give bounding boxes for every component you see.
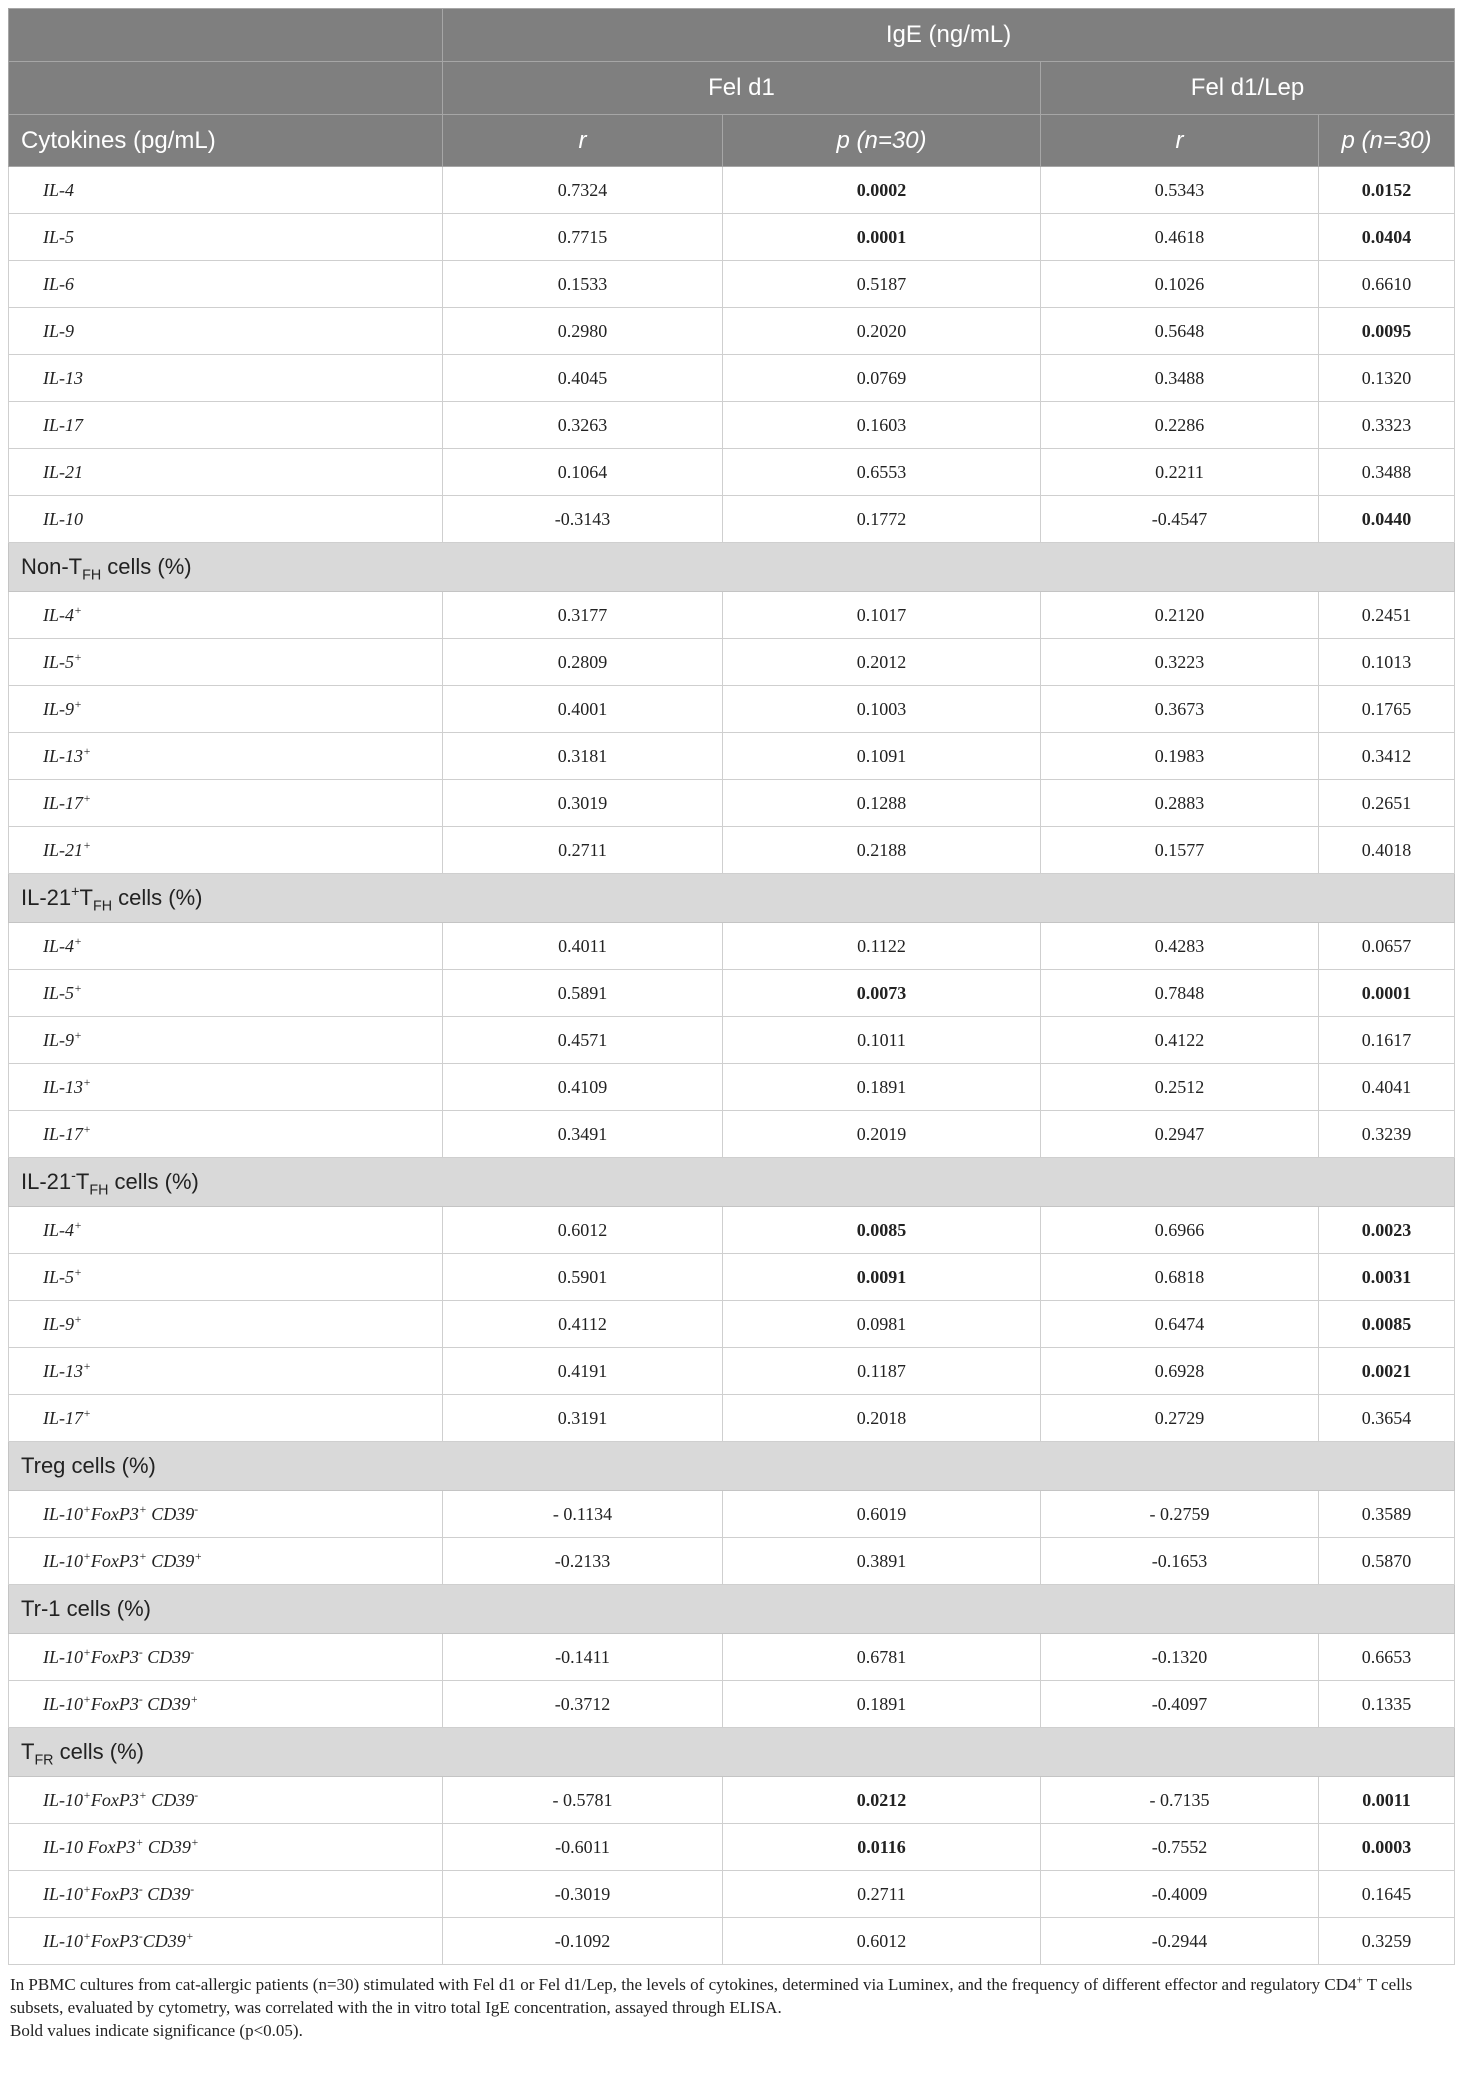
row-label: IL-10+FoxP3+ CD39- <box>9 1777 443 1824</box>
p-value-fel-d1-lep: 0.3589 <box>1319 1491 1455 1538</box>
row-label: IL-5+ <box>9 970 443 1017</box>
section-title: $IL-21^+T_{FH}$ cells (%) <box>9 874 1455 923</box>
p-value-fel-d1-lep: 0.0657 <box>1319 923 1455 970</box>
table-row <box>9 780 1455 827</box>
p-value-fel-d1: 0.1891 <box>723 1064 1041 1111</box>
table-body <box>9 167 1455 1965</box>
r-value-fel-d1: 0.3019 <box>443 780 723 827</box>
r-value-fel-d1: 0.4191 <box>443 1348 723 1395</box>
p-value-fel-d1: 0.3891 <box>723 1538 1041 1585</box>
p-value-fel-d1: 0.1091 <box>723 733 1041 780</box>
r-value-fel-d1: -0.3143 <box>443 496 723 543</box>
row-label: IL-9 <box>9 308 443 355</box>
header-group-fel-d1: Fel d1 <box>443 62 1041 115</box>
r-value-fel-d1: 0.4109 <box>443 1064 723 1111</box>
r-value-fel-d1-lep: -0.1320 <box>1041 1634 1319 1681</box>
row-label: IL-10+FoxP3- CD39+ <box>9 1681 443 1728</box>
p-value-fel-d1-lep: 0.0404 <box>1319 214 1455 261</box>
p-value-fel-d1-lep: 0.0152 <box>1319 167 1455 214</box>
header-group-fel-d1-lep: Fel d1/Lep <box>1041 62 1455 115</box>
r-value-fel-d1: 0.7324 <box>443 167 723 214</box>
p-value-fel-d1: 0.0073 <box>723 970 1041 1017</box>
row-label: IL-13 <box>9 355 443 402</box>
table-row <box>9 1681 1455 1728</box>
r-value-fel-d1-lep: 0.3673 <box>1041 686 1319 733</box>
row-label: IL-21+ <box>9 827 443 874</box>
row-label: IL-13+ <box>9 733 443 780</box>
table-row <box>9 970 1455 1017</box>
r-value-fel-d1: 0.3191 <box>443 1395 723 1442</box>
table-row <box>9 1777 1455 1824</box>
row-label: IL-9+ <box>9 686 443 733</box>
p-value-fel-d1-lep: 0.3323 <box>1319 402 1455 449</box>
p-value-fel-d1: 0.2020 <box>723 308 1041 355</box>
r-value-fel-d1-lep: 0.1026 <box>1041 261 1319 308</box>
table-row <box>9 923 1455 970</box>
p-value-fel-d1: 0.6781 <box>723 1634 1041 1681</box>
r-value-fel-d1-lep: 0.6928 <box>1041 1348 1319 1395</box>
r-value-fel-d1-lep: - 0.7135 <box>1041 1777 1319 1824</box>
r-value-fel-d1-lep: 0.2211 <box>1041 449 1319 496</box>
r-value-fel-d1-lep: -0.7552 <box>1041 1824 1319 1871</box>
row-label: IL-10+FoxP3+ CD39+ <box>9 1538 443 1585</box>
table-row <box>9 1824 1455 1871</box>
table-row <box>9 449 1455 496</box>
r-value-fel-d1-lep: 0.1577 <box>1041 827 1319 874</box>
row-label: IL-10+FoxP3-CD39+ <box>9 1918 443 1965</box>
p-value-fel-d1: 0.2188 <box>723 827 1041 874</box>
p-value-fel-d1: 0.1288 <box>723 780 1041 827</box>
row-label: IL-10 FoxP3+ CD39+ <box>9 1824 443 1871</box>
table-header <box>9 9 1455 167</box>
row-label: IL-17+ <box>9 1111 443 1158</box>
p-value-fel-d1: 0.1772 <box>723 496 1041 543</box>
section-header-row <box>9 1728 1455 1777</box>
p-value-fel-d1-lep: 0.3259 <box>1319 1918 1455 1965</box>
table-row <box>9 1634 1455 1681</box>
header-r-fel-d1: r <box>443 115 723 167</box>
r-value-fel-d1: 0.5901 <box>443 1254 723 1301</box>
r-value-fel-d1-lep: 0.4618 <box>1041 214 1319 261</box>
r-value-fel-d1-lep: 0.4122 <box>1041 1017 1319 1064</box>
footnote-description: In PBMC cultures from cat-allergic patients (n=30) stimulated with Fel d1 or Fel d1/Lep, the levels of cytokines, determined via Luminex, and the frequency of different effector and regulatory CD4+ T cells subsets, evaluated by cytometry, was correlated with the in vitro total IgE concentration, assayed through ELISA. <box>10 1974 1413 2017</box>
table-row <box>9 355 1455 402</box>
r-value-fel-d1: 0.4571 <box>443 1017 723 1064</box>
r-value-fel-d1: -0.3712 <box>443 1681 723 1728</box>
p-value-fel-d1: 0.1122 <box>723 923 1041 970</box>
p-value-fel-d1: 0.5187 <box>723 261 1041 308</box>
table-row <box>9 1491 1455 1538</box>
row-label: IL-13+ <box>9 1064 443 1111</box>
r-value-fel-d1: 0.2980 <box>443 308 723 355</box>
table-row <box>9 402 1455 449</box>
r-value-fel-d1-lep: 0.5648 <box>1041 308 1319 355</box>
row-label: IL-9+ <box>9 1017 443 1064</box>
r-value-fel-d1-lep: 0.7848 <box>1041 970 1319 1017</box>
r-value-fel-d1-lep: 0.2883 <box>1041 780 1319 827</box>
r-value-fel-d1-lep: 0.3223 <box>1041 639 1319 686</box>
p-value-fel-d1: 0.2012 <box>723 639 1041 686</box>
row-label: IL-6 <box>9 261 443 308</box>
r-value-fel-d1: 0.6012 <box>443 1207 723 1254</box>
p-value-fel-d1: 0.0091 <box>723 1254 1041 1301</box>
table-footnotes <box>8 1973 1450 2042</box>
p-value-fel-d1: 0.0769 <box>723 355 1041 402</box>
r-value-fel-d1-lep: -0.2944 <box>1041 1918 1319 1965</box>
p-value-fel-d1-lep: 0.4018 <box>1319 827 1455 874</box>
p-value-fel-d1-lep: 0.5870 <box>1319 1538 1455 1585</box>
table-row <box>9 827 1455 874</box>
r-value-fel-d1: 0.1533 <box>443 261 723 308</box>
r-value-fel-d1: - 0.5781 <box>443 1777 723 1824</box>
footnote-significance: Bold values indicate significance (p<0.05). <box>10 2021 303 2040</box>
p-value-fel-d1-lep: 0.3654 <box>1319 1395 1455 1442</box>
section-title: $IL-21^-T_{FH}$ cells (%) <box>9 1158 1455 1207</box>
r-value-fel-d1: 0.4112 <box>443 1301 723 1348</box>
row-label: IL-10 <box>9 496 443 543</box>
r-value-fel-d1: 0.4011 <box>443 923 723 970</box>
row-label: IL-4+ <box>9 592 443 639</box>
p-value-fel-d1: 0.1017 <box>723 592 1041 639</box>
row-label: IL-17+ <box>9 780 443 827</box>
p-value-fel-d1: 0.0212 <box>723 1777 1041 1824</box>
p-value-fel-d1: 0.0981 <box>723 1301 1041 1348</box>
table-row <box>9 1301 1455 1348</box>
r-value-fel-d1: 0.7715 <box>443 214 723 261</box>
section-title: Non-$T_{FH}$ cells (%) <box>9 543 1455 592</box>
section-header-row <box>9 1442 1455 1491</box>
table-row <box>9 1871 1455 1918</box>
p-value-fel-d1-lep: 0.1335 <box>1319 1681 1455 1728</box>
p-value-fel-d1: 0.1891 <box>723 1681 1041 1728</box>
p-value-fel-d1-lep: 0.1320 <box>1319 355 1455 402</box>
row-label: IL-10+FoxP3- CD39- <box>9 1634 443 1681</box>
section-header-row <box>9 543 1455 592</box>
p-value-fel-d1-lep: 0.3412 <box>1319 733 1455 780</box>
r-value-fel-d1: - 0.1134 <box>443 1491 723 1538</box>
r-value-fel-d1-lep: -0.4547 <box>1041 496 1319 543</box>
table-row <box>9 686 1455 733</box>
p-value-fel-d1-lep: 0.1013 <box>1319 639 1455 686</box>
r-value-fel-d1-lep: - 0.2759 <box>1041 1491 1319 1538</box>
p-value-fel-d1-lep: 0.6653 <box>1319 1634 1455 1681</box>
table-row <box>9 1395 1455 1442</box>
table-row <box>9 1254 1455 1301</box>
header-p-fel-d1-lep: p (n=30) <box>1319 115 1455 167</box>
p-value-fel-d1: 0.1603 <box>723 402 1041 449</box>
section-title: Tr-1 cells (%) <box>9 1585 1455 1634</box>
r-value-fel-d1: 0.3181 <box>443 733 723 780</box>
p-value-fel-d1-lep: 0.2451 <box>1319 592 1455 639</box>
table-row <box>9 308 1455 355</box>
p-value-fel-d1: 0.2019 <box>723 1111 1041 1158</box>
p-value-fel-d1-lep: 0.1645 <box>1319 1871 1455 1918</box>
r-value-fel-d1-lep: 0.2947 <box>1041 1111 1319 1158</box>
row-label: IL-13+ <box>9 1348 443 1395</box>
row-label: IL-4+ <box>9 1207 443 1254</box>
p-value-fel-d1-lep: 0.0023 <box>1319 1207 1455 1254</box>
table-row <box>9 1017 1455 1064</box>
p-value-fel-d1-lep: 0.2651 <box>1319 780 1455 827</box>
table-row <box>9 733 1455 780</box>
p-value-fel-d1-lep: 0.0031 <box>1319 1254 1455 1301</box>
row-label: IL-17 <box>9 402 443 449</box>
p-value-fel-d1: 0.0085 <box>723 1207 1041 1254</box>
table-row <box>9 1111 1455 1158</box>
row-label: IL-4 <box>9 167 443 214</box>
p-value-fel-d1-lep: 0.0085 <box>1319 1301 1455 1348</box>
section-title: $T_{FR}$ cells (%) <box>9 1728 1455 1777</box>
r-value-fel-d1: 0.2809 <box>443 639 723 686</box>
r-value-fel-d1: -0.6011 <box>443 1824 723 1871</box>
table-row <box>9 1064 1455 1111</box>
r-value-fel-d1: -0.3019 <box>443 1871 723 1918</box>
p-value-fel-d1-lep: 0.3239 <box>1319 1111 1455 1158</box>
r-value-fel-d1-lep: 0.2286 <box>1041 402 1319 449</box>
table-row <box>9 639 1455 686</box>
p-value-fel-d1-lep: 0.0095 <box>1319 308 1455 355</box>
p-value-fel-d1: 0.1011 <box>723 1017 1041 1064</box>
r-value-fel-d1-lep: -0.1653 <box>1041 1538 1319 1585</box>
p-value-fel-d1-lep: 0.3488 <box>1319 449 1455 496</box>
r-value-fel-d1: -0.1092 <box>443 1918 723 1965</box>
table-row <box>9 592 1455 639</box>
row-label: IL-10+FoxP3+ CD39- <box>9 1491 443 1538</box>
r-value-fel-d1-lep: 0.3488 <box>1041 355 1319 402</box>
p-value-fel-d1: 0.2018 <box>723 1395 1041 1442</box>
p-value-fel-d1-lep: 0.4041 <box>1319 1064 1455 1111</box>
r-value-fel-d1: -0.1411 <box>443 1634 723 1681</box>
r-value-fel-d1-lep: -0.4097 <box>1041 1681 1319 1728</box>
row-label: IL-5+ <box>9 1254 443 1301</box>
r-value-fel-d1-lep: 0.4283 <box>1041 923 1319 970</box>
r-value-fel-d1: 0.5891 <box>443 970 723 1017</box>
table-row <box>9 167 1455 214</box>
r-value-fel-d1: 0.3263 <box>443 402 723 449</box>
p-value-fel-d1: 0.6012 <box>723 1918 1041 1965</box>
r-value-fel-d1: 0.3177 <box>443 592 723 639</box>
section-header-row <box>9 1158 1455 1207</box>
section-header-row <box>9 1585 1455 1634</box>
table-row <box>9 1918 1455 1965</box>
p-value-fel-d1: 0.0002 <box>723 167 1041 214</box>
r-value-fel-d1-lep: 0.2729 <box>1041 1395 1319 1442</box>
p-value-fel-d1-lep: 0.0001 <box>1319 970 1455 1017</box>
header-ige: IgE (ng/mL) <box>443 9 1455 62</box>
row-label: IL-5+ <box>9 639 443 686</box>
p-value-fel-d1: 0.1187 <box>723 1348 1041 1395</box>
p-value-fel-d1: 0.0001 <box>723 214 1041 261</box>
header-empty-corner <box>9 9 443 62</box>
table-row <box>9 1538 1455 1585</box>
r-value-fel-d1-lep: 0.1983 <box>1041 733 1319 780</box>
r-value-fel-d1-lep: 0.2512 <box>1041 1064 1319 1111</box>
table-row <box>9 1348 1455 1395</box>
p-value-fel-d1: 0.1003 <box>723 686 1041 733</box>
header-r-fel-d1-lep: r <box>1041 115 1319 167</box>
section-header-row <box>9 874 1455 923</box>
header-p-fel-d1: p (n=30) <box>723 115 1041 167</box>
row-label: IL-4+ <box>9 923 443 970</box>
p-value-fel-d1-lep: 0.1617 <box>1319 1017 1455 1064</box>
r-value-fel-d1: 0.2711 <box>443 827 723 874</box>
r-value-fel-d1-lep: 0.6818 <box>1041 1254 1319 1301</box>
p-value-fel-d1: 0.0116 <box>723 1824 1041 1871</box>
header-cytokines: Cytokines (pg/mL) <box>9 115 443 167</box>
r-value-fel-d1: -0.2133 <box>443 1538 723 1585</box>
r-value-fel-d1-lep: 0.6966 <box>1041 1207 1319 1254</box>
table-row <box>9 261 1455 308</box>
row-label: IL-5 <box>9 214 443 261</box>
p-value-fel-d1-lep: 0.6610 <box>1319 261 1455 308</box>
r-value-fel-d1: 0.4045 <box>443 355 723 402</box>
r-value-fel-d1: 0.3491 <box>443 1111 723 1158</box>
r-value-fel-d1-lep: -0.4009 <box>1041 1871 1319 1918</box>
r-value-fel-d1: 0.4001 <box>443 686 723 733</box>
p-value-fel-d1-lep: 0.1765 <box>1319 686 1455 733</box>
table-row <box>9 1207 1455 1254</box>
table-row <box>9 496 1455 543</box>
table-container <box>8 8 1454 2042</box>
section-title: Treg cells (%) <box>9 1442 1455 1491</box>
r-value-fel-d1-lep: 0.2120 <box>1041 592 1319 639</box>
p-value-fel-d1-lep: 0.0021 <box>1319 1348 1455 1395</box>
r-value-fel-d1: 0.1064 <box>443 449 723 496</box>
table-row <box>9 214 1455 261</box>
p-value-fel-d1-lep: 0.0011 <box>1319 1777 1455 1824</box>
r-value-fel-d1-lep: 0.5343 <box>1041 167 1319 214</box>
header-empty-corner-2 <box>9 62 443 115</box>
p-value-fel-d1: 0.6019 <box>723 1491 1041 1538</box>
r-value-fel-d1-lep: 0.6474 <box>1041 1301 1319 1348</box>
correlation-table <box>8 8 1455 1965</box>
row-label: IL-21 <box>9 449 443 496</box>
p-value-fel-d1: 0.6553 <box>723 449 1041 496</box>
row-label: IL-17+ <box>9 1395 443 1442</box>
p-value-fel-d1: 0.2711 <box>723 1871 1041 1918</box>
row-label: IL-9+ <box>9 1301 443 1348</box>
p-value-fel-d1-lep: 0.0440 <box>1319 496 1455 543</box>
p-value-fel-d1-lep: 0.0003 <box>1319 1824 1455 1871</box>
row-label: IL-10+FoxP3- CD39- <box>9 1871 443 1918</box>
